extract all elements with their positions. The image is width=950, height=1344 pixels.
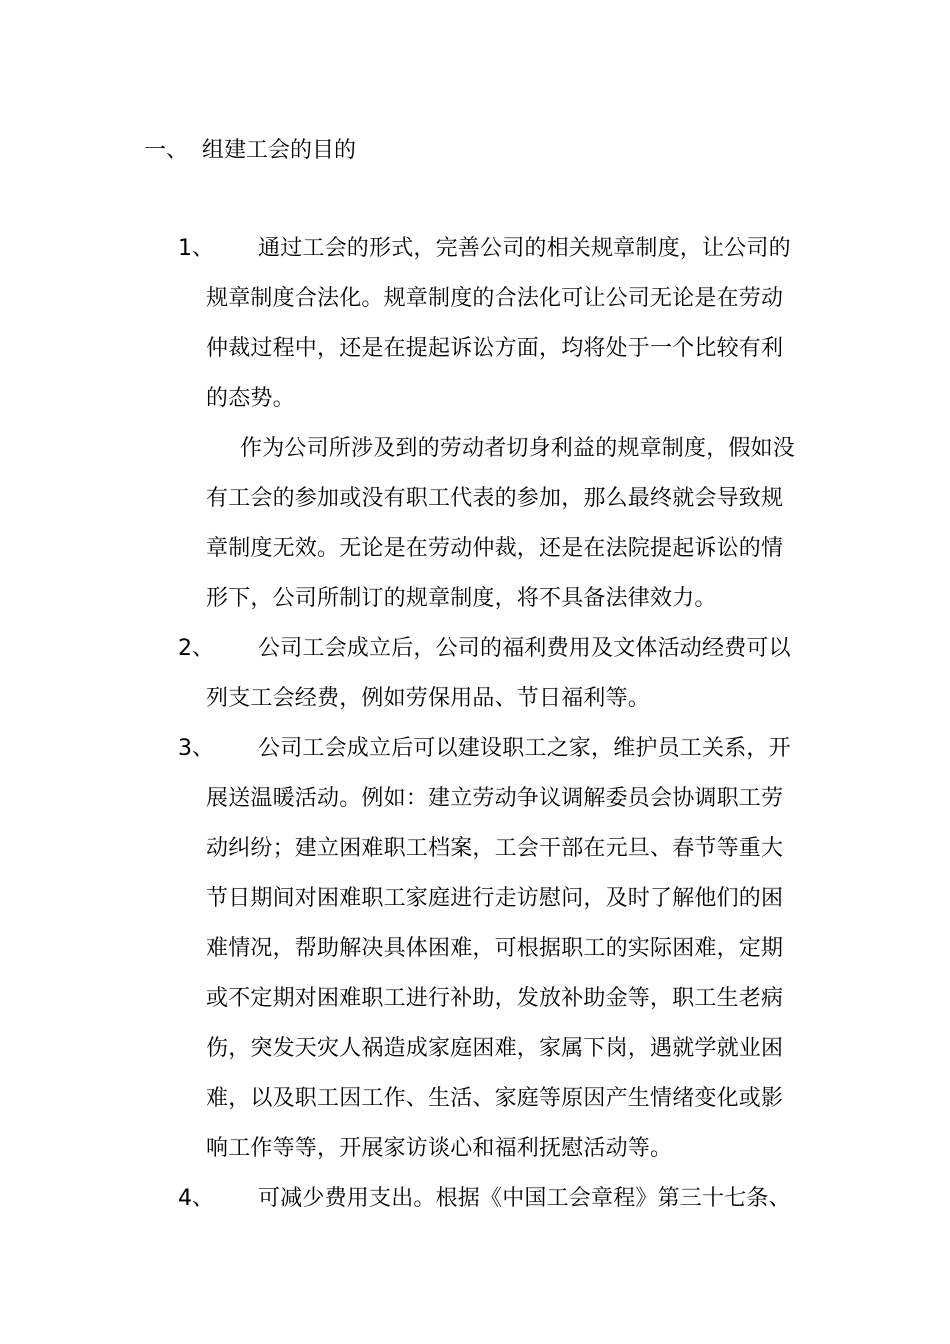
item-3-line-9: 响工作等等，开展家访谈心和福利抚慰活动等。 — [206, 1136, 673, 1161]
item-4-number: 4、 — [178, 1186, 214, 1211]
item-3-line-1: 公司工会成立后可以建设职工之家，维护员工关系，开 — [258, 736, 791, 761]
item-1-para2-line-4: 形下，公司所制订的规章制度，将不具备法律效力。 — [206, 586, 717, 611]
item-3-line-8: 难，以及职工因工作、生活、家庭等原因产生情绪变化或影 — [206, 1086, 784, 1111]
section-number: 一、 — [144, 138, 189, 163]
section-title: 组建工会的目的 — [202, 138, 357, 163]
item-3-line-4: 节日期间对困难职工家庭进行走访慰问，及时了解他们的困 — [206, 886, 784, 911]
section-heading — [144, 134, 356, 168]
item-1-line-2: 规章制度合法化。规章制度的合法化可让公司无论是在劳动 — [206, 286, 784, 311]
item-3-line-7: 伤，突发天灾人祸造成家庭困难，家属下岗，遇就学就业困 — [206, 1036, 784, 1061]
item-1-para2-line-3: 章制度无效。无论是在劳动仲裁，还是在法院提起诉讼的情 — [206, 536, 784, 561]
item-3-line-5: 难情况，帮助解决具体困难，可根据职工的实际困难，定期 — [206, 936, 784, 961]
item-2-line-2: 列支工会经费，例如劳保用品、节日福利等。 — [206, 686, 651, 711]
item-3-line-2: 展送温暖活动。例如：建立劳动争议调解委员会协调职工劳 — [206, 786, 784, 811]
item-1-para2-line-2: 有工会的参加或没有职工代表的参加，那么最终就会导致规 — [206, 486, 784, 511]
item-1-para2-line-1: 作为公司所涉及到的劳动者切身利益的规章制度，假如没 — [240, 436, 796, 461]
item-3-line-6: 或不定期对困难职工进行补助，发放补助金等，职工生老病 — [206, 986, 784, 1011]
item-3-number: 3、 — [178, 736, 214, 761]
item-1-line-3: 仲裁过程中，还是在提起诉讼方面，均将处于一个比较有利 — [206, 336, 784, 361]
item-4-line-1: 可减少费用支出。根据《中国工会章程》第三十七条、 — [258, 1186, 791, 1211]
item-1-line-1: 通过工会的形式，完善公司的相关规章制度，让公司的 — [258, 236, 791, 261]
item-2-number: 2、 — [178, 636, 214, 661]
item-2-line-1: 公司工会成立后，公司的福利费用及文体活动经费可以 — [258, 636, 791, 661]
item-1-number: 1、 — [178, 236, 214, 261]
item-1-line-4: 的态势。 — [206, 386, 295, 411]
item-3-line-3: 动纠纷；建立困难职工档案，工会干部在元旦、春节等重大 — [206, 836, 784, 861]
